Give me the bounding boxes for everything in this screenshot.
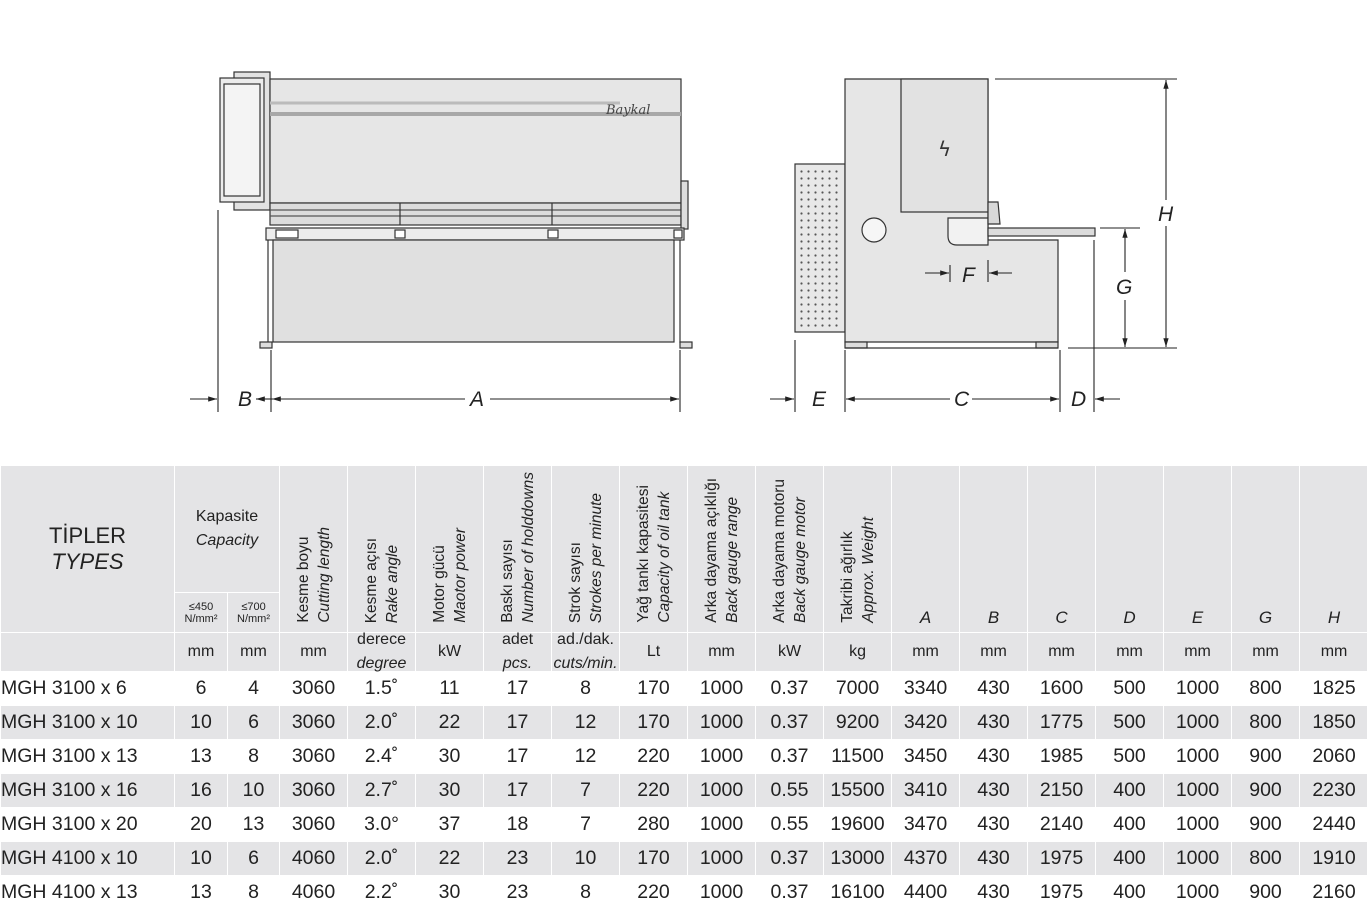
dim-label-a: A <box>468 388 484 411</box>
col-rake-angle-tr: Kesme açısı <box>363 538 380 623</box>
table-cell: 0.37 <box>756 671 824 705</box>
table-cell: 30 <box>416 739 484 773</box>
col-back-gauge-motor-en: Back gauge motor <box>790 479 811 623</box>
col-oil-tank-tr: Yağ tankı kapasitesi <box>635 485 652 623</box>
table-cell: 7 <box>552 773 620 807</box>
dim-label-b: B <box>238 388 252 411</box>
table-cell: 800 <box>1232 705 1300 739</box>
unit-strokes-tr: ad./dak. <box>557 631 614 648</box>
table-row <box>1 671 1367 705</box>
col-rake-angle <box>348 466 416 633</box>
table-cell: 800 <box>1232 841 1300 875</box>
col-cutting-length-en: Cutting length <box>314 527 335 623</box>
unit-e: mm <box>1164 632 1232 671</box>
unit-strokes-en: cuts/min. <box>552 657 619 671</box>
table-cell: 12 <box>552 739 620 773</box>
table-cell: 1000 <box>1164 875 1232 909</box>
table-cell: 10 <box>175 705 228 739</box>
table-cell: 20 <box>175 807 228 841</box>
table-cell: 900 <box>1232 773 1300 807</box>
table-cell: 1850 <box>1300 705 1367 739</box>
table-cell: 1000 <box>688 841 756 875</box>
table-cell: 3060 <box>280 671 348 705</box>
unit-gauge-motor: kW <box>756 632 824 671</box>
side-view <box>795 79 1095 348</box>
types-en: TYPES <box>1 549 174 575</box>
cap700-value: ≤700 <box>241 601 265 613</box>
table-cell: 8 <box>228 739 280 773</box>
unit-angle-tr: derece <box>357 631 406 648</box>
types-header <box>1 466 175 633</box>
col-a: A <box>892 466 960 633</box>
table-cell: 23 <box>484 875 552 909</box>
table-cell: 23 <box>484 841 552 875</box>
table-cell: 17 <box>484 739 552 773</box>
col-d: D <box>1096 466 1164 633</box>
dim-label-f: F <box>962 264 976 287</box>
table-cell: 400 <box>1096 773 1164 807</box>
table-cell: 9200 <box>824 705 892 739</box>
col-holddowns-en: Number of holddowns <box>518 472 539 623</box>
unit-cap700: mm <box>228 632 280 671</box>
table-cell: 430 <box>960 671 1028 705</box>
table-cell: 6 <box>228 705 280 739</box>
table-cell: 15500 <box>824 773 892 807</box>
col-back-gauge-range-en: Back gauge range <box>722 478 743 623</box>
table-cell: 11 <box>416 671 484 705</box>
table-cell: 11500 <box>824 739 892 773</box>
table-row <box>1 841 1367 875</box>
unit-g: mm <box>1232 632 1300 671</box>
table-cell: 22 <box>416 705 484 739</box>
col-weight-tr: Takribi ağırlık <box>839 531 856 622</box>
model-cell: MGH 3100 x 20 <box>1 807 175 841</box>
table-cell: 430 <box>960 739 1028 773</box>
table-cell: 500 <box>1096 739 1164 773</box>
table-cell: 1000 <box>1164 841 1232 875</box>
table-cell: 2.0˚ <box>348 705 416 739</box>
table-cell: 8 <box>552 875 620 909</box>
table-cell: 37 <box>416 807 484 841</box>
table-cell: 2140 <box>1028 807 1096 841</box>
table-cell: 3060 <box>280 807 348 841</box>
table-cell: 8 <box>552 671 620 705</box>
table-cell: 13 <box>175 875 228 909</box>
table-cell: 800 <box>1232 671 1300 705</box>
table-cell: 16 <box>175 773 228 807</box>
col-back-gauge-motor <box>756 466 824 633</box>
table-row <box>1 773 1367 807</box>
table-row <box>1 807 1367 841</box>
dim-label-e: E <box>812 388 827 411</box>
table-cell: 2150 <box>1028 773 1096 807</box>
table-cell: 4060 <box>280 841 348 875</box>
model-cell: MGH 4100 x 10 <box>1 841 175 875</box>
unit-h: mm <box>1300 632 1367 671</box>
table-cell: 30 <box>416 875 484 909</box>
table-cell: 430 <box>960 705 1028 739</box>
table-cell: 2160 <box>1300 875 1367 909</box>
unit-holddowns-en: pcs. <box>484 657 551 671</box>
table-cell: 500 <box>1096 671 1164 705</box>
cap450-unit: N/mm² <box>185 613 218 625</box>
table-cell: 0.55 <box>756 773 824 807</box>
table-row <box>1 739 1367 773</box>
col-c: C <box>1028 466 1096 633</box>
table-cell: 3450 <box>892 739 960 773</box>
table-cell: 1000 <box>688 705 756 739</box>
model-cell: MGH 3100 x 16 <box>1 773 175 807</box>
spec-table <box>0 465 1367 910</box>
col-strokes-en: Strokes per minute <box>586 493 607 623</box>
table-cell: 3060 <box>280 773 348 807</box>
col-holddowns-tr: Baskı sayısı <box>499 539 516 623</box>
table-cell: 2.2˚ <box>348 875 416 909</box>
col-strokes <box>552 466 620 633</box>
table-cell: 170 <box>620 841 688 875</box>
table-cell: 2060 <box>1300 739 1367 773</box>
table-cell: 900 <box>1232 807 1300 841</box>
table-cell: 430 <box>960 773 1028 807</box>
table-cell: 1000 <box>1164 705 1232 739</box>
model-cell: MGH 4100 x 13 <box>1 875 175 909</box>
table-cell: 3410 <box>892 773 960 807</box>
table-cell: 16100 <box>824 875 892 909</box>
col-h: H <box>1300 466 1367 633</box>
cap700-unit: N/mm² <box>237 613 270 625</box>
table-cell: 1000 <box>1164 773 1232 807</box>
table-cell: 2230 <box>1300 773 1367 807</box>
col-rake-angle-en: Rake angle <box>382 538 403 623</box>
table-cell: 220 <box>620 773 688 807</box>
col-cutting-length <box>280 466 348 633</box>
table-cell: 1825 <box>1300 671 1367 705</box>
table-cell: 17 <box>484 705 552 739</box>
col-motor-power-en: Maotor power <box>450 528 471 623</box>
header-row <box>1 466 1367 593</box>
col-strokes-tr: Strok sayısı <box>567 542 584 623</box>
table-cell: 1000 <box>688 773 756 807</box>
table-cell: 22 <box>416 841 484 875</box>
table-cell: 2.0˚ <box>348 841 416 875</box>
table-cell: 2440 <box>1300 807 1367 841</box>
table-cell: 0.37 <box>756 739 824 773</box>
col-back-gauge-range-tr: Arka dayama açıklığı <box>703 478 720 623</box>
model-cell: MGH 3100 x 6 <box>1 671 175 705</box>
table-cell: 400 <box>1096 807 1164 841</box>
units-row <box>1 632 1367 671</box>
table-cell: 4370 <box>892 841 960 875</box>
table-cell: 170 <box>620 671 688 705</box>
table-row <box>1 875 1367 909</box>
col-weight-en: Approx. Weight <box>858 517 879 623</box>
table-cell: 0.37 <box>756 841 824 875</box>
col-back-gauge-motor-tr: Arka dayama motoru <box>771 479 788 623</box>
capacity-tr: Kapasite <box>196 508 258 525</box>
col-holddowns <box>484 466 552 633</box>
table-cell: 220 <box>620 875 688 909</box>
unit-a: mm <box>892 632 960 671</box>
table-cell: 8 <box>228 875 280 909</box>
table-cell: 220 <box>620 739 688 773</box>
table-cell: 2.7˚ <box>348 773 416 807</box>
table-cell: 1000 <box>1164 807 1232 841</box>
table-cell: 430 <box>960 875 1028 909</box>
table-cell: 430 <box>960 807 1028 841</box>
col-e: E <box>1164 466 1232 633</box>
table-cell: 1000 <box>688 739 756 773</box>
model-cell: MGH 3100 x 10 <box>1 705 175 739</box>
table-cell: 17 <box>484 773 552 807</box>
unit-empty <box>1 632 175 671</box>
dim-label-g: G <box>1116 276 1132 299</box>
table-cell: 19600 <box>824 807 892 841</box>
table-cell: 3470 <box>892 807 960 841</box>
unit-weight: kg <box>824 632 892 671</box>
col-b: B <box>960 466 1028 633</box>
capacity-header <box>175 466 280 593</box>
unit-c: mm <box>1028 632 1096 671</box>
table-cell: 1910 <box>1300 841 1367 875</box>
cap450-header <box>175 593 228 632</box>
table-cell: 10 <box>552 841 620 875</box>
unit-length: mm <box>280 632 348 671</box>
table-cell: 1975 <box>1028 841 1096 875</box>
table-cell: 7 <box>552 807 620 841</box>
capacity-en: Capacity <box>175 529 279 553</box>
table-cell: 6 <box>175 671 228 705</box>
table-cell: 1985 <box>1028 739 1096 773</box>
unit-power: kW <box>416 632 484 671</box>
unit-holddowns <box>484 632 552 671</box>
table-cell: 13000 <box>824 841 892 875</box>
dim-label-c: C <box>954 388 970 411</box>
unit-holddowns-tr: adet <box>502 631 533 648</box>
table-cell: 1000 <box>1164 739 1232 773</box>
table-cell: 1000 <box>688 671 756 705</box>
table-cell: 13 <box>175 739 228 773</box>
table-cell: 1600 <box>1028 671 1096 705</box>
table-cell: 0.37 <box>756 705 824 739</box>
table-cell: 30 <box>416 773 484 807</box>
cap450-value: ≤450 <box>189 601 213 613</box>
unit-cap450: mm <box>175 632 228 671</box>
cap700-header <box>228 593 280 632</box>
table-cell: 6 <box>228 841 280 875</box>
table-cell: 1.5˚ <box>348 671 416 705</box>
unit-d: mm <box>1096 632 1164 671</box>
table-cell: 280 <box>620 807 688 841</box>
col-cutting-length-tr: Kesme boyu <box>295 537 312 623</box>
table-cell: 4060 <box>280 875 348 909</box>
table-cell: 4 <box>228 671 280 705</box>
table-cell: 3420 <box>892 705 960 739</box>
table-cell: 4400 <box>892 875 960 909</box>
table-cell: 7000 <box>824 671 892 705</box>
col-back-gauge-range <box>688 466 756 633</box>
lightning-bolt-icon: ϟ <box>938 137 951 161</box>
table-cell: 3060 <box>280 705 348 739</box>
unit-gauge: mm <box>688 632 756 671</box>
types-tr: TİPLER <box>49 523 126 548</box>
col-oil-tank <box>620 466 688 633</box>
table-cell: 10 <box>228 773 280 807</box>
unit-angle <box>348 632 416 671</box>
table-row <box>1 705 1367 739</box>
table-cell: 1975 <box>1028 875 1096 909</box>
table-cell: 400 <box>1096 875 1164 909</box>
dim-label-h: H <box>1158 203 1174 226</box>
col-motor-power-tr: Motor gücü <box>431 545 448 623</box>
col-g: G <box>1232 466 1300 633</box>
col-oil-tank-en: Capacity of oil tank <box>654 485 675 623</box>
spec-table-body <box>1 671 1367 909</box>
table-cell: 0.55 <box>756 807 824 841</box>
table-cell: 400 <box>1096 841 1164 875</box>
table-cell: 900 <box>1232 739 1300 773</box>
table-cell: 170 <box>620 705 688 739</box>
table-cell: 3060 <box>280 739 348 773</box>
unit-strokes <box>552 632 620 671</box>
dim-label-d: D <box>1071 388 1086 411</box>
table-cell: 13 <box>228 807 280 841</box>
table-cell: 2.4˚ <box>348 739 416 773</box>
unit-angle-en: degree <box>348 657 415 671</box>
col-motor-power <box>416 466 484 633</box>
table-cell: 500 <box>1096 705 1164 739</box>
unit-tank: Lt <box>620 632 688 671</box>
table-cell: 10 <box>175 841 228 875</box>
table-cell: 900 <box>1232 875 1300 909</box>
table-cell: 1775 <box>1028 705 1096 739</box>
table-cell: 1000 <box>688 875 756 909</box>
col-weight <box>824 466 892 633</box>
table-cell: 12 <box>552 705 620 739</box>
brand-logo: Baykal <box>605 103 650 118</box>
table-cell: 18 <box>484 807 552 841</box>
table-cell: 430 <box>960 841 1028 875</box>
table-cell: 1000 <box>1164 671 1232 705</box>
table-cell: 1000 <box>688 807 756 841</box>
table-cell: 0.37 <box>756 875 824 909</box>
table-cell: 17 <box>484 671 552 705</box>
table-cell: 3340 <box>892 671 960 705</box>
model-cell: MGH 3100 x 13 <box>1 739 175 773</box>
unit-b: mm <box>960 632 1028 671</box>
table-cell: 3.0° <box>348 807 416 841</box>
